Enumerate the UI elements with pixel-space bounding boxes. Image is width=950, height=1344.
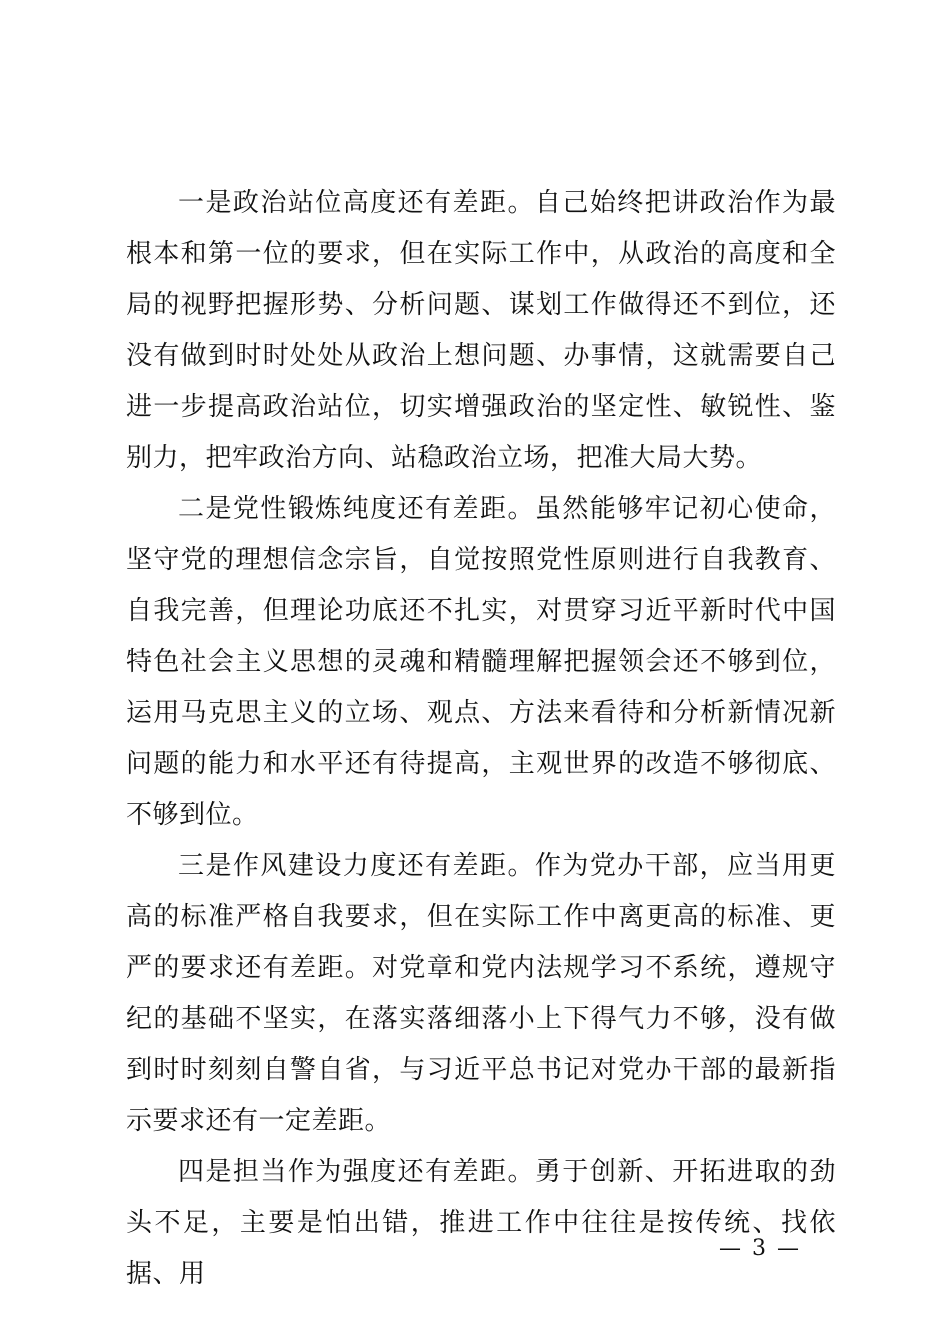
paragraph-work-style: 三是作风建设力度还有差距。作为党办干部，应当用更高的标准严格自我要求，但在实际工作中离更高的标准、更严的要求还有差距。对党章和党内法规学习不系统，遵规守纪的基础不坚实，在落实落细落小上下得气力不够，没有做到时时刻刻自警自省，与习近平总书记对党办干部的最新指示要求还有一定差距。 (126, 851, 836, 1136)
paragraph-responsibility: 四是担当作为强度还有差距。勇于创新、开拓进取的劲头不足，主要是怕出错，推进工作中往往是按传统、找依据、用 (126, 1157, 836, 1289)
paragraph-political-stance: 一是政治站位高度还有差距。自己始终把讲政治作为最根本和第一位的要求，但在实际工作中，从政治的高度和全局的视野把握形势、分析问题、谋划工作做得还不到位，还没有做到时时处处从政治上想问题、办事情，这就需要自己进一步提高政治站位，切实增强政治的坚定性、敏锐性、鉴别力，把牢政治方向、站稳政治立场，把准大局大势。 (126, 188, 836, 473)
body-text (126, 178, 836, 1300)
paragraph-party-spirit: 二是党性锻炼纯度还有差距。虽然能够牢记初心使命，坚守党的理想信念宗旨，自觉按照党性原则进行自我教育、自我完善，但理论功底还不扎实，对贯穿习近平新时代中国特色社会主义思想的灵魂和精髓理解把握领会还不够到位，运用马克思主义的立场、观点、方法来看待和分析新情况新问题的能力和水平还有待提高，主观世界的改造不够彻底、不够到位。 (126, 494, 836, 830)
page-number: — 3 — (719, 1236, 801, 1261)
